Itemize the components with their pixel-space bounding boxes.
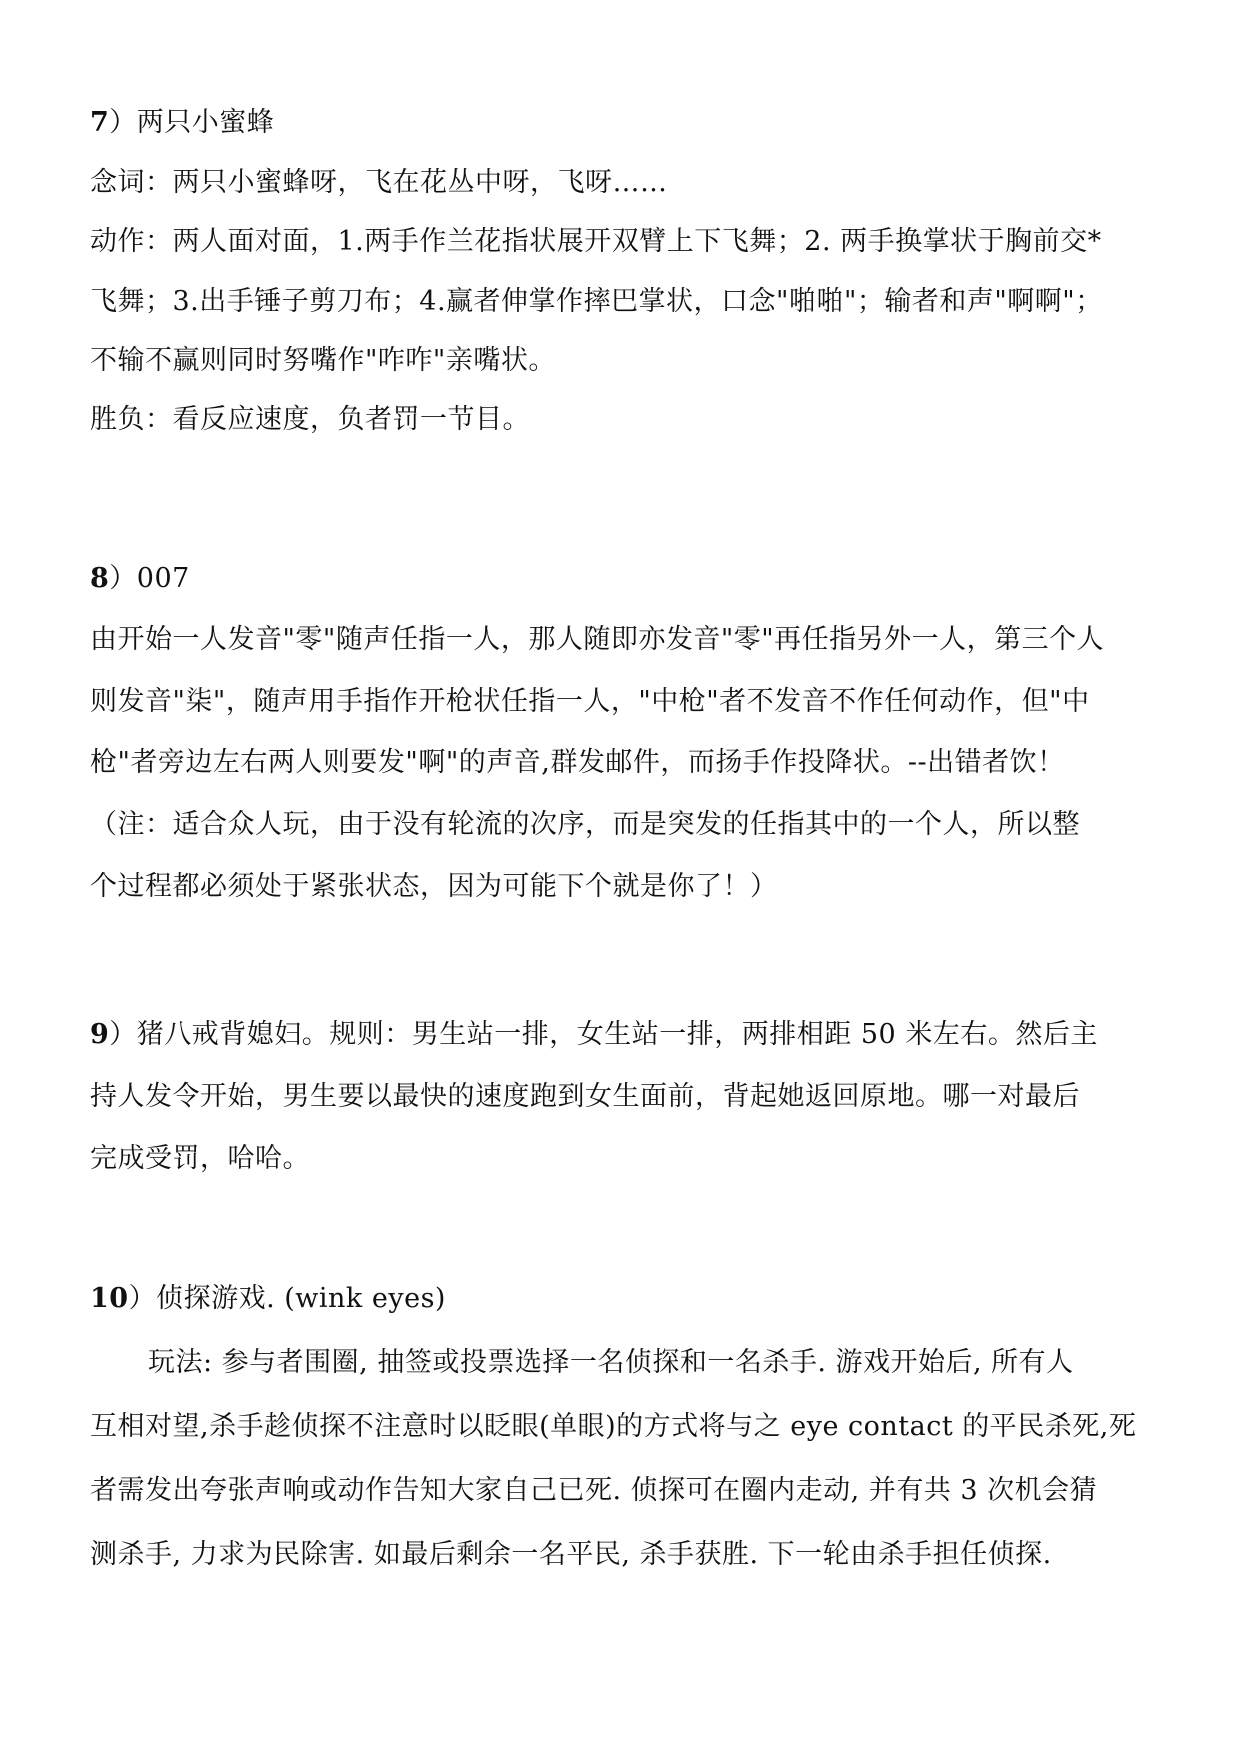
paragraph-line: 互相对望,杀手趁侦探不注意时以眨眼(单眼)的方式将与之 eye contact 的平民杀死,死	[90, 1411, 1137, 1442]
paragraph-line: 持人发令开始，男生要以最快的速度跑到女生面前，背起她返回原地。哪一对最后	[90, 1081, 1080, 1112]
section-8-heading	[90, 560, 1152, 598]
section-number: 9	[90, 1019, 110, 1050]
paragraph-line: 枪"者旁边左右两人则要发"啊"的声音,群发邮件，而扬手作投降状。--出错者饮！	[90, 747, 1065, 778]
paragraph-line: 不输不赢则同时努嘴作"咋咋"亲嘴状。	[90, 345, 556, 376]
paragraph-line: 则发音"柒"，随声用手指作开枪状任指一人，"中枪"者不发音不作任何动作，但"中	[90, 686, 1090, 717]
paragraph-line: （注：适合众人玩，由于没有轮流的次序，而是突发的任指其中的一个人，所以整	[90, 809, 1080, 840]
paragraph-line: 念词：两只小蜜蜂呀，飞在花丛中呀，飞呀……	[90, 167, 668, 198]
paragraph-line: 动作：两人面对面，1.两手作兰花指状展开双臂上下飞舞；2. 两手换掌状于胸前交*	[90, 226, 1102, 257]
section-number: 10	[90, 1283, 129, 1314]
paragraph-line: 由开始一人发音"零"随声任指一人，那人随即亦发音"零"再任指另外一人，第三个人	[90, 624, 1105, 655]
paragraph-line: 玩法: 参与者围圈, 抽签或投票选择一名侦探和一名杀手. 游戏开始后, 所有人	[148, 1347, 1074, 1378]
section-title: ）侦探游戏. (wink eyes)	[128, 1283, 446, 1314]
section-number: 8	[90, 563, 110, 594]
section-number: 7	[90, 107, 110, 138]
section-title: ）两只小蜜蜂	[109, 107, 275, 138]
paragraph-line: 胜负：看反应速度，负者罚一节目。	[90, 404, 530, 435]
paragraph-line: 测杀手, 力求为民除害. 如最后剩余一名平民, 杀手获胜. 下一轮由杀手担任侦探.	[90, 1539, 1052, 1570]
section-9-heading	[90, 1016, 1152, 1054]
paragraph-line: 飞舞；3.出手锤子剪刀布；4.赢者伸掌作摔巴掌状，口念"啪啪"；输者和声"啊啊"；	[90, 286, 1103, 317]
section-title: ）007	[109, 563, 190, 594]
section-7-heading	[90, 104, 1152, 142]
section-10-heading	[90, 1280, 1152, 1318]
paragraph-line: 个过程都必须处于紧张状态，因为可能下个就是你了！）	[90, 871, 778, 902]
section-title: ）猪八戒背媳妇。规则：男生站一排，女生站一排，两排相距 50 米左右。然后主	[109, 1019, 1098, 1050]
paragraph-line: 者需发出夸张声响或动作告知大家自己已死. 侦探可在圈内走动, 并有共 3 次机会猜	[90, 1475, 1098, 1506]
paragraph-line: 完成受罚，哈哈。	[90, 1143, 310, 1174]
